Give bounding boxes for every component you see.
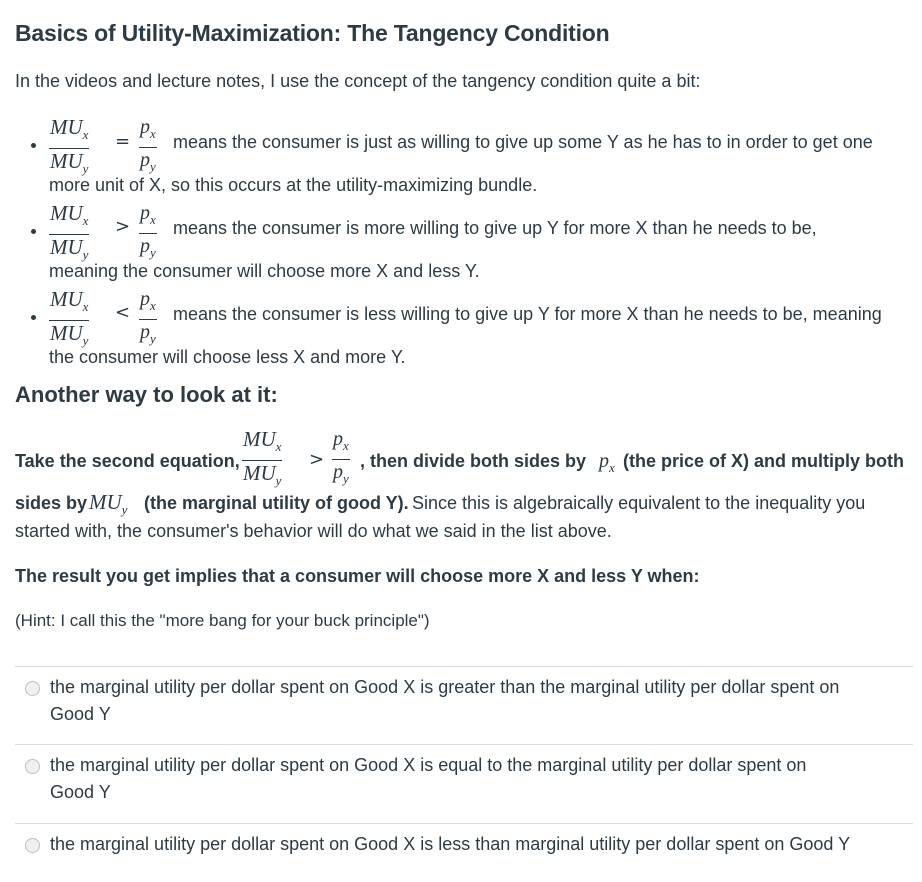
fraction-price-ratio: $p_x$ $p_y$: [140, 116, 156, 175]
divider: [15, 666, 913, 667]
less-than-sign: <: [115, 302, 131, 323]
fraction-mu-ratio: $MU_x$ $MU_y$: [50, 287, 89, 349]
bullet-dot: [31, 143, 36, 148]
fraction-price-ratio: $p_x$ $p_y$: [140, 202, 156, 261]
fraction-price-ratio: $p_x$ $p_y$: [140, 288, 156, 347]
question-prompt: The result you get implies that a consumer will choose more X and less Y when:: [15, 566, 700, 586]
question-text-part4: sides by: [15, 493, 88, 513]
answer-text-line1[interactable]: the marginal utility per dollar spent on Good X is equal to the marginal utility per dollar spent on: [50, 755, 807, 775]
fraction-price-ratio: $p_x$ $p_y$: [333, 428, 349, 487]
fraction-mu-ratio: $MU_x$ $MU_y$: [50, 201, 89, 263]
bullet-text-line1: means the consumer is more willing to give up Y for more X than he needs to be,: [173, 218, 817, 238]
bullet-dot: [31, 229, 36, 234]
answer-text-line2[interactable]: Good Y: [50, 704, 111, 724]
answer-text-line1[interactable]: the marginal utility per dollar spent on Good X is greater than the marginal utility per dollar spent on: [50, 677, 840, 697]
question-text-part7: started with, the consumer's behavior will do what we said in the list above.: [15, 521, 612, 541]
fraction-mu-ratio: $MU_x$ $MU_y$: [50, 115, 89, 177]
bullet-text-line2: more unit of X, so this occurs at the utility-maximizing bundle.: [49, 175, 538, 195]
hint-text: (Hint: I call this the "more bang for your buck principle"): [15, 611, 430, 630]
price-x-symbol: $p_x$: [599, 450, 615, 475]
answer-text-line1[interactable]: the marginal utility per dollar spent on Good X is less than marginal utility per dollar spent on Good Y: [50, 834, 851, 854]
question-text-part5: (the marginal utility of good Y).: [144, 493, 409, 513]
equals-sign: =: [115, 131, 131, 152]
page-title: Basics of Utility-Maximization: The Tangency Condition: [15, 20, 610, 46]
bullet-dot: [31, 315, 36, 320]
mu-y-symbol: $MU_y$: [89, 490, 128, 518]
answer-text-line2[interactable]: Good Y: [50, 782, 111, 802]
bullet-text-line1: means the consumer is just as willing to give up some Y as he has to in order to get one: [173, 132, 873, 152]
intro-text: In the videos and lecture notes, I use the concept of the tangency condition quite a bit:: [15, 71, 701, 91]
divider: [15, 744, 913, 745]
radio-button[interactable]: [25, 759, 40, 774]
bullet-text-line2: the consumer will choose less X and more Y.: [49, 347, 406, 367]
question-text-part6: Since this is algebraically equivalent to the inequality you: [412, 493, 866, 513]
greater-than-sign: >: [115, 216, 131, 237]
fraction-mu-ratio: $MU_x$ $MU_y$: [243, 427, 282, 489]
radio-button[interactable]: [25, 838, 40, 853]
bullet-text-line2: meaning the consumer will choose more X and less Y.: [49, 261, 480, 281]
greater-than-sign: >: [309, 449, 325, 470]
question-text-part3: (the price of X) and multiply both: [623, 451, 904, 471]
section-heading: Another way to look at it:: [15, 382, 278, 407]
question-text-part1: Take the second equation,: [15, 451, 240, 471]
radio-button[interactable]: [25, 681, 40, 696]
bullet-text-line1: means the consumer is less willing to give up Y for more X than he needs to be, meaning: [173, 304, 882, 324]
question-text-part2: , then divide both sides by: [360, 451, 587, 471]
divider: [15, 823, 913, 824]
